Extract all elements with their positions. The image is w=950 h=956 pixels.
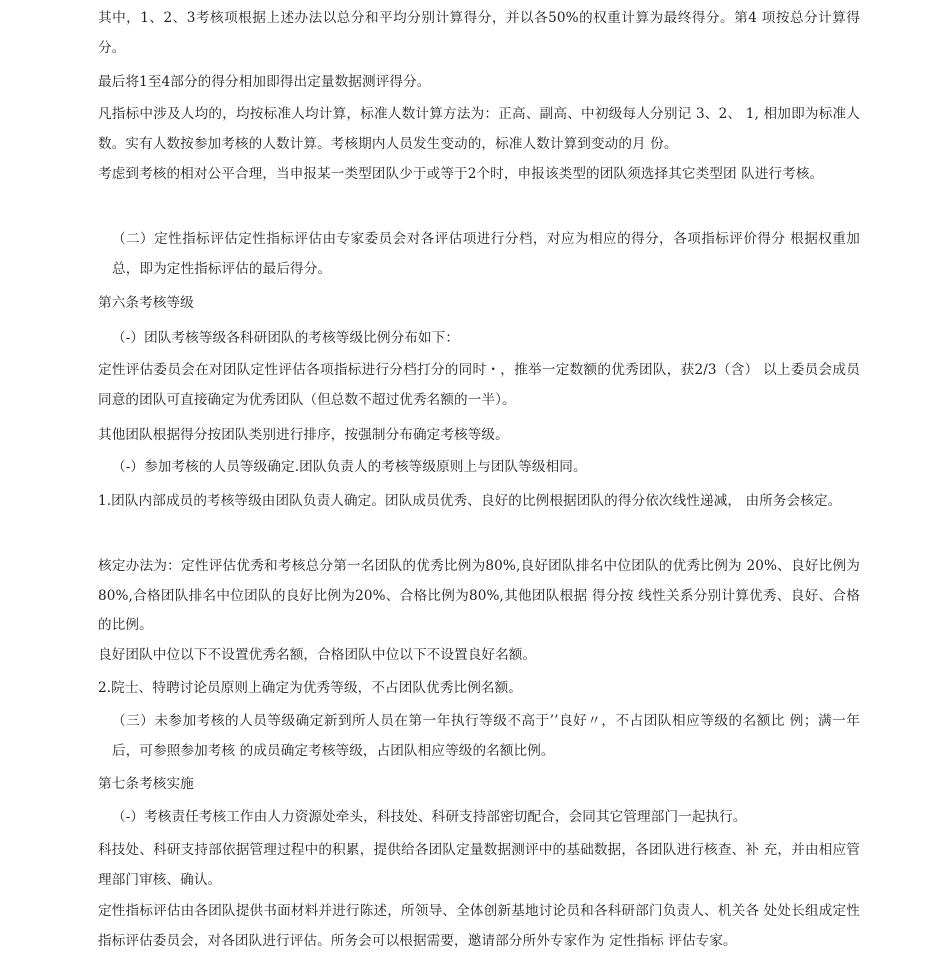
- paragraph-approval-method: 核定办法为：定性评估优秀和考核总分第一名团队的优秀比例为80%,良好团队排名中位团队的优秀比例为 20%、良好比例为80%,合格团队排名中位团队的良好比例为20%、合格比例为80%,其他团队根据 得分按 线性关系分别计算优秀、良好、合格的比例。: [98, 558, 860, 633]
- paragraph-qualitative-evaluation: （二）定性指标评估定性指标评估由专家委员会对各评估项进行分档，对应为相应的得分，各项指标评价得分 根据权重加总，即为定性指标评估的最后得分。: [112, 231, 860, 277]
- paragraph-median-limits: 良好团队中位以下不设置优秀名额，合格团队中位以下不设置良好名额。: [98, 647, 537, 663]
- section-heading-article-7: 第七条考核实施: [98, 776, 194, 792]
- paragraph-team-grade-distribution: （-）团队考核等级各科研团队的考核等级比例分布如下：: [112, 330, 460, 346]
- list-item-1-internal-members: 1.团队内部成员的考核等级由团队负责人确定。团队成员优秀、良好的比例根据团队的得分依次线性递减， 由所务会核定。: [98, 493, 842, 509]
- paragraph-quantitative-total: 最后将1至4部分的得分相加即得出定量数据测评得分。: [98, 74, 431, 90]
- paragraph-responsibility: （-）考核责任考核工作由人力资源处牵头，科技处、科研支持部密切配合，会同其它管理部门一起执行。: [112, 809, 747, 825]
- list-item-2-academicians: 2.院士、特聘讨论员原则上确定为优秀等级，不占团队优秀比例名额。: [98, 680, 522, 696]
- paragraph-standard-headcount: 凡指标中涉及人均的，均按标准人均计算，标准人数计算方法为：正高、副高、中初级每人分别记 3、2、 1, 相加即为标准人数。实有人数按参加考核的人数计算。考核期内人员发生变动的，标准人数计算到变动的月 份。: [98, 106, 860, 152]
- section-heading-article-6: 第六条考核等级: [98, 295, 194, 311]
- paragraph-scoring-method: 其中，1、2、3考核项根据上述办法以总分和平均分别计算得分，并以各50%的权重计算为最终得分。第4 项按总分计算得分。: [98, 10, 860, 56]
- paragraph-excellent-team-nomination: 定性评估委员会在对团队定性评估各项指标进行分档打分的同时・，推举一定数额的优秀团队，获2/3（含） 以上委员会成员同意的团队可直接确定为优秀团队（但总数不超过优秀名额的一半）。: [98, 362, 860, 408]
- paragraph-fairness: 考虑到考核的相对公平合理，当申报某一类型团队少于或等于2个时，申报该类型的团队须选择其它类型团 队进行考核。: [98, 166, 824, 182]
- paragraph-member-grade: （-）参加考核的人员等级确定.团队负责人的考核等级原则上与团队等级相同。: [112, 459, 587, 475]
- paragraph-evaluation-committee: 定性指标评估由各团队提供书面材料并进行陈述，所领导、全体创新基地讨论员和各科研部门负责人、机关各 处处长组成定性指标评估委员会，对各团队进行评估。所务会可以根据需要，邀请部分所外专家作为 定性指标 评估专家。: [98, 903, 860, 949]
- paragraph-other-teams-ranking: 其他团队根据得分按团队类别进行排序，按强制分布确定考核等级。: [98, 427, 509, 443]
- paragraph-non-participants: （三）未参加考核的人员等级确定新到所人员在第一年执行等级不高于’’良好〃，不占团队相应等级的名额比 例；满一年后，可参照参加考核 的成员确定考核等级，占团队相应等级的名额比例。: [112, 713, 860, 759]
- paragraph-basic-data: 科技处、科研支持部依据管理过程中的积累，提供给各团队定量数据测评中的基础数据，各团队进行核查、补 充，并由相应管理部门审核、确认。: [98, 842, 860, 888]
